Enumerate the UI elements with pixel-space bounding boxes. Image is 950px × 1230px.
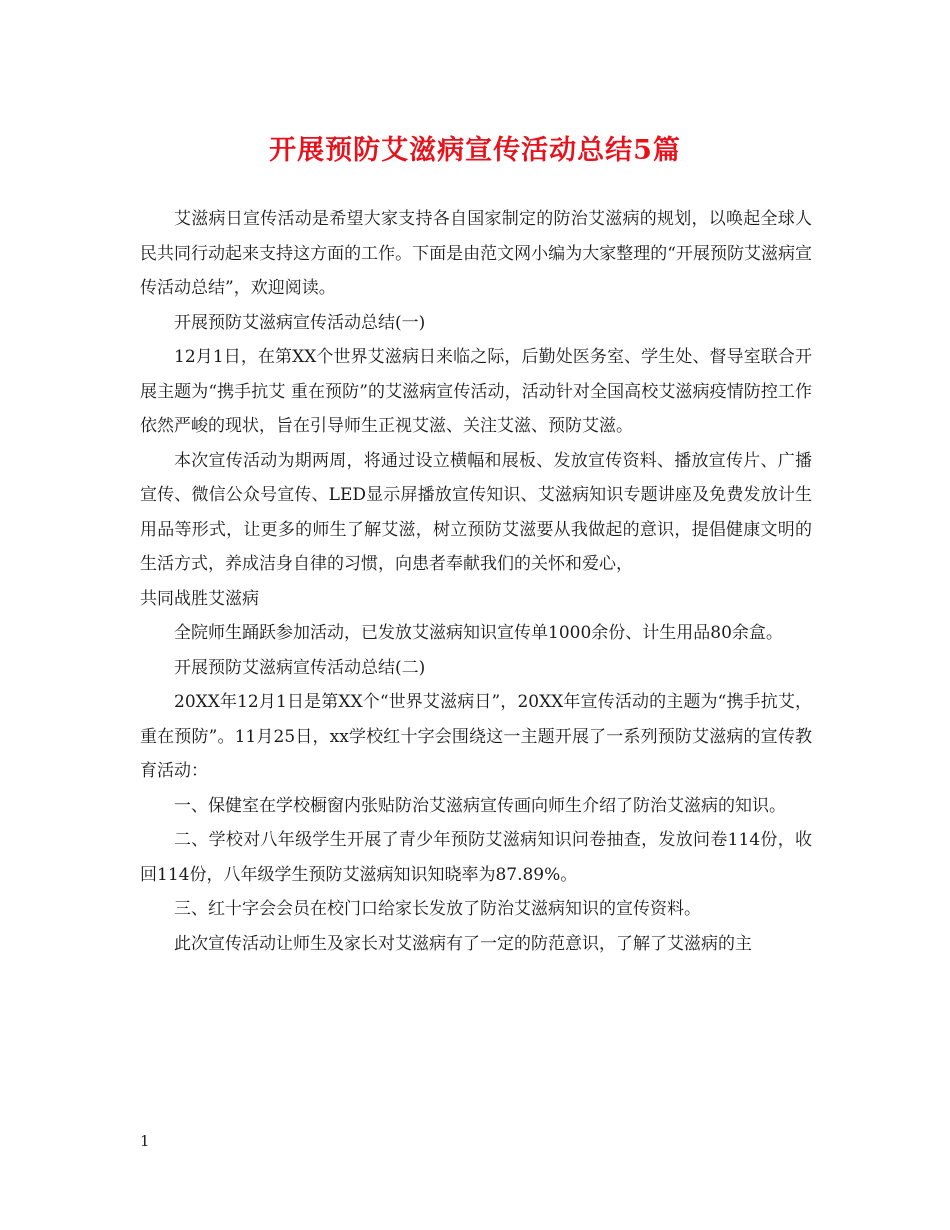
paragraph: 一、保健室在学校橱窗内张贴防治艾滋病宣传画向师生介绍了防治艾滋病的知识。 (174, 795, 786, 816)
page-number: 1 (140, 1132, 150, 1150)
section-heading-1: 开展预防艾滋病宣传活动总结(一) (174, 312, 426, 333)
paragraph-intro: 艾滋病日宣传活动是希望大家支持各自国家制定的防治艾滋病的规划，以唤起全球人民共同行动起来支持这方面的工作。下面是由范文网小编为大家整理的“开展预防艾滋病宣传活动总结”，欢迎阅读。 (140, 209, 812, 298)
paragraph: 本次宣传活动为期两周，将通过设立横幅和展板、发放宣传资料、播放宣传片、广播宣传、微信公众号宣传、LED显示屏播放宣传知识、艾滋病知识专题讲座及免费发放计生用品等形式，让更多的师生了解艾滋，树立预防艾滋要从我做起的意识，提倡健康文明的生活方式，养成洁身自律的习惯，向患者奉献我们的关怀和爱心， (140, 450, 812, 574)
paragraph: 12月1日，在第XX个世界艾滋病日来临之际，后勤处医务室、学生处、督导室联合开展主题为“携手抗艾 重在预防”的艾滋病宣传活动，活动针对全国高校艾滋病疫情防控工作依然严峻的现状，旨在引导师生正视艾滋、关注艾滋、预防艾滋。 (140, 347, 812, 436)
paragraph: 20XX年12月1日是第XX个“世界艾滋病日”，20XX年宣传活动的主题为“携手抗艾，重在预防”。11月25日，xx学校红十字会围绕这一主题开展了一系列预防艾滋病的宣传教育活动： (140, 692, 812, 781)
paragraph-continuation: 共同战胜艾滋病 (140, 588, 259, 609)
paragraph: 全院师生踊跃参加活动，已发放艾滋病知识宣传单1000余份、计生用品80余盒。 (174, 623, 783, 643)
section-heading-2: 开展预防艾滋病宣传活动总结(二) (174, 657, 426, 678)
paragraph: 三、红十字会会员在校门口给家长发放了防治艾滋病知识的宣传资料。 (174, 899, 701, 919)
document-title: 开展预防艾滋病宣传活动总结5篇 (269, 135, 681, 166)
paragraph: 此次宣传活动让师生及家长对艾滋病有了一定的防范意识，了解了艾滋病的主 (174, 933, 752, 954)
paragraph: 二、学校对八年级学生开展了青少年预防艾滋病知识问卷抽查，发放问卷114份，收回114份，八年级学生预防艾滋病知识知晓率为87.89%。 (140, 830, 812, 885)
document-body (140, 202, 812, 961)
